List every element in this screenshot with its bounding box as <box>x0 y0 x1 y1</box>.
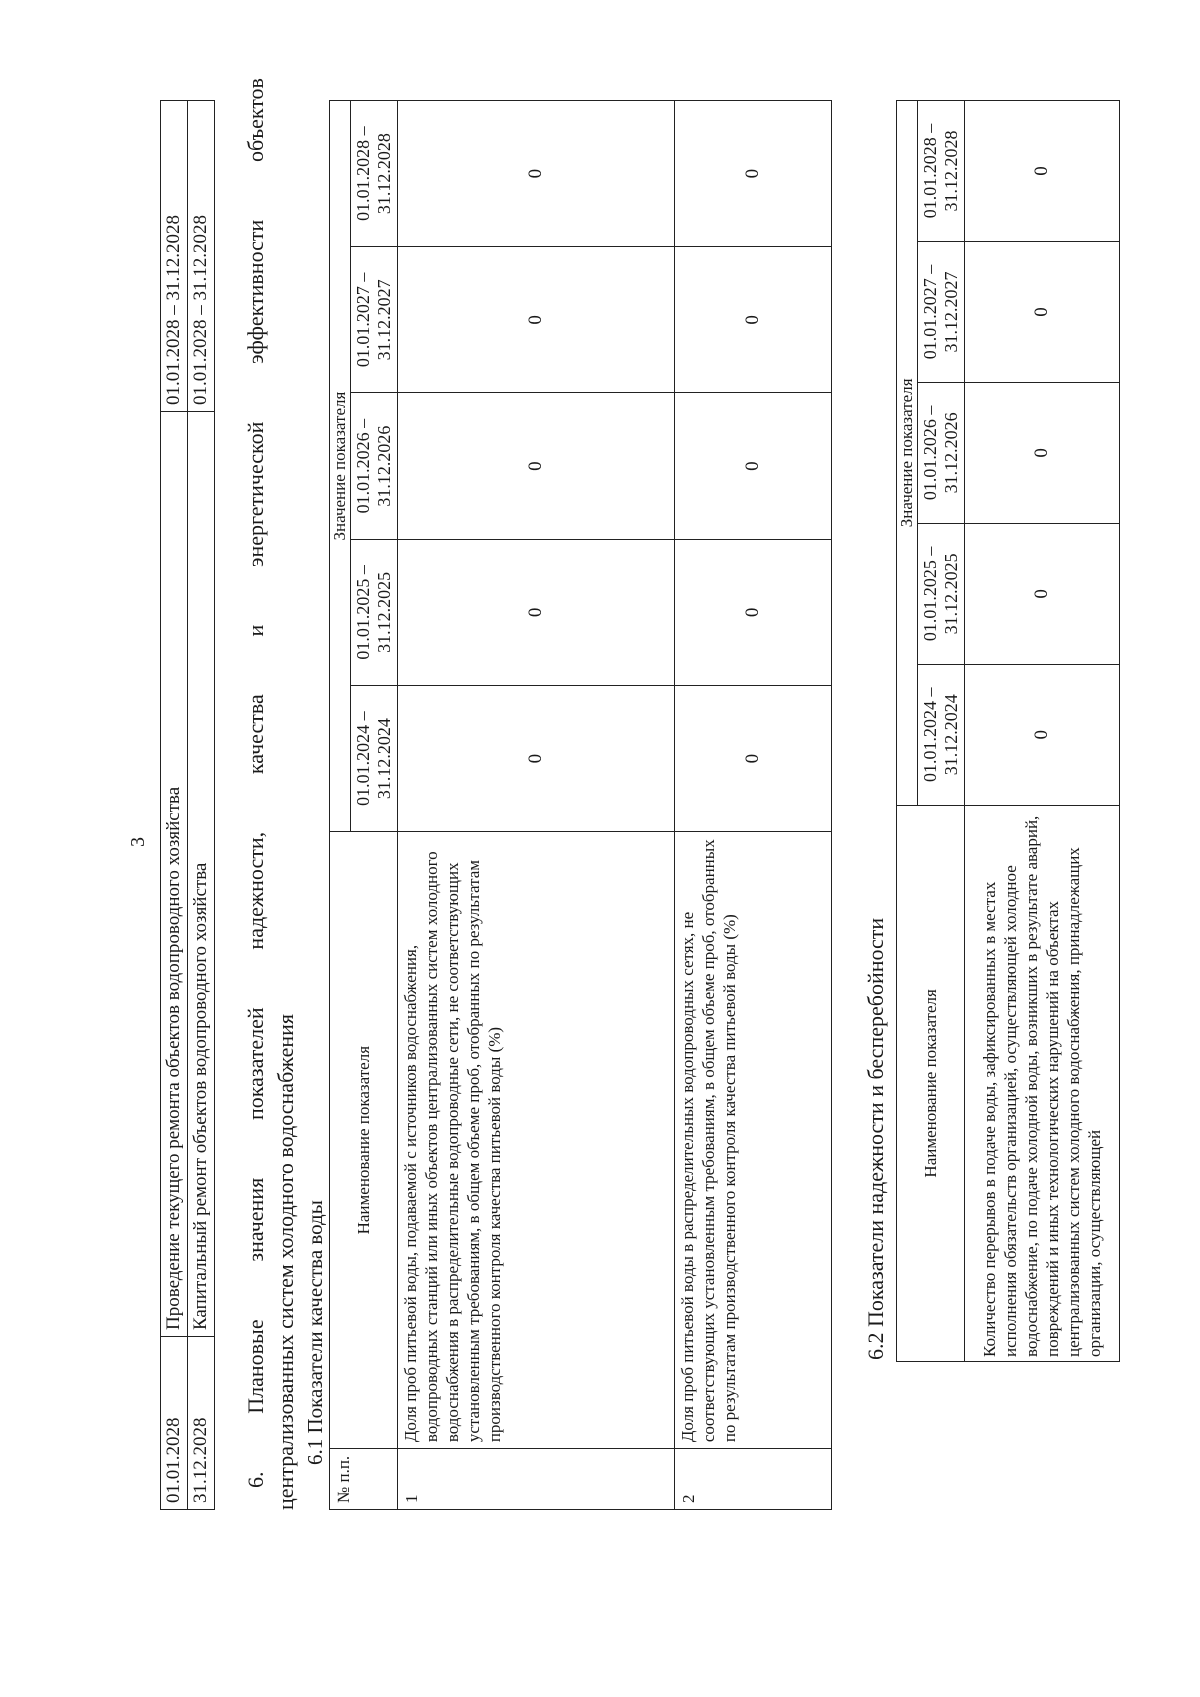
column-header-period: 01.01.2027 – 31.12.2027 <box>351 247 398 393</box>
indicator-value-cell: 0 <box>675 539 832 685</box>
column-header-name: Наименование показателя <box>330 832 398 1449</box>
table-header-row <box>897 101 918 1362</box>
row-number-cell: 1 <box>398 1449 675 1510</box>
heading-word: значения <box>243 1177 268 1262</box>
indicator-name-cell: Доля проб питьевой воды, подаваемой с источников водоснабжения, водопроводных станций или иных объектов централизованных систем холодного водоснабжения в распределительные водопроводные сети, не соответствующих установленным требованиям, в общем объеме проб, отобранных по результатам производственного контроля качества питьевой воды (%) <box>398 832 675 1449</box>
column-header-period: 01.01.2026 – 31.12.2026 <box>918 382 965 523</box>
schedule-work-cell: Капитальный ремонт объектов водопроводного хозяйства <box>188 412 215 1337</box>
heading-word: качества <box>243 694 268 775</box>
indicator-value-cell: 0 <box>965 101 1120 242</box>
indicator-value-cell: 0 <box>675 101 832 247</box>
indicator-value-cell: 0 <box>675 685 832 831</box>
schedule-start-cell: 31.12.2028 <box>188 1337 215 1510</box>
indicator-value-cell: 0 <box>965 382 1120 523</box>
column-header-value-group: Значение показателя <box>330 101 351 832</box>
column-header-value-group: Значение показателя <box>897 101 918 806</box>
table-header-row <box>330 101 351 1510</box>
reliability-table <box>896 100 1120 1362</box>
indicator-name-cell: Количество перерывов в подаче воды, зафиксированных в местах исполнения обязательств организацией, осуществляющей холодное водоснабжение, по подаче холодной воды, возникших в результате аварий, повреждений и иных технологических нарушений на объектах централизованных систем холодного водоснабжения, принадлежащих организации, осуществляющей <box>965 805 1120 1361</box>
indicator-value-cell: 0 <box>398 101 675 247</box>
rotated-page-content <box>160 70 1104 1540</box>
heading-word: 6. <box>243 1471 268 1488</box>
indicator-value-cell: 0 <box>675 393 832 539</box>
table-row <box>161 101 188 1510</box>
heading-word: и <box>243 624 268 637</box>
schedule-work-cell: Проведение текущего ремонта объектов водопроводного хозяйства <box>161 412 188 1337</box>
indicator-value-cell: 0 <box>398 393 675 539</box>
column-header-period: 01.01.2026 – 31.12.2026 <box>351 393 398 539</box>
section-6-heading-line-2: централизованных систем холодного водоснабжения <box>273 1013 298 1510</box>
column-header-period: 01.01.2027 – 31.12.2027 <box>918 242 965 383</box>
indicator-value-cell: 0 <box>965 523 1120 664</box>
table-row <box>675 101 832 1510</box>
table-row <box>188 101 215 1510</box>
column-header-period: 01.01.2028 – 31.12.2028 <box>351 101 398 247</box>
schedule-range-cell: 01.01.2028 – 31.12.2028 <box>161 101 188 412</box>
column-header-name: Наименование показателя <box>897 805 965 1361</box>
page-number: 3 <box>126 837 149 847</box>
column-header-period: 01.01.2025 – 31.12.2025 <box>351 539 398 685</box>
heading-word: эффективности <box>243 219 268 364</box>
water-quality-table <box>329 100 832 1510</box>
column-header-period: 01.01.2028 – 31.12.2028 <box>918 101 965 242</box>
indicator-value-cell: 0 <box>675 247 832 393</box>
heading-word: показателей <box>243 1007 268 1121</box>
indicator-name-cell: Доля проб питьевой воды в распределительных водопроводных сетях, не соответствующих установленным требованиям, в общем объеме проб, отобранных по результатам производственного контроля качества питьевой воды (%) <box>675 832 832 1449</box>
indicator-value-cell: 0 <box>398 685 675 831</box>
indicator-value-cell: 0 <box>398 539 675 685</box>
schedule-range-cell: 01.01.2028 – 31.12.2028 <box>188 101 215 412</box>
indicator-value-cell: 0 <box>965 242 1120 383</box>
column-header-period: 01.01.2025 – 31.12.2025 <box>918 523 965 664</box>
indicator-value-cell: 0 <box>398 247 675 393</box>
schedule-table <box>160 100 215 1510</box>
table-row <box>398 101 675 1510</box>
section-6-heading <box>241 78 271 1488</box>
column-header-period: 01.01.2024 – 31.12.2024 <box>351 685 398 831</box>
section-6-heading-line-1 <box>241 78 271 1488</box>
row-number-cell: 2 <box>675 1449 832 1510</box>
heading-word: энергетической <box>243 421 268 567</box>
column-header-number: № п.п. <box>330 1449 398 1510</box>
subsection-6-1-heading: 6.1 Показатели качества воды <box>303 1200 327 1465</box>
schedule-start-cell: 01.01.2028 <box>161 1337 188 1510</box>
heading-word: объектов <box>243 78 268 162</box>
column-header-period: 01.01.2024 – 31.12.2024 <box>918 664 965 805</box>
heading-word: надежности, <box>243 831 268 950</box>
table-row <box>965 101 1120 1362</box>
subsection-6-2-heading: 6.2 Показатели надежности и бесперебойности <box>863 917 888 1360</box>
heading-word: Плановые <box>243 1319 268 1414</box>
indicator-value-cell: 0 <box>965 664 1120 805</box>
